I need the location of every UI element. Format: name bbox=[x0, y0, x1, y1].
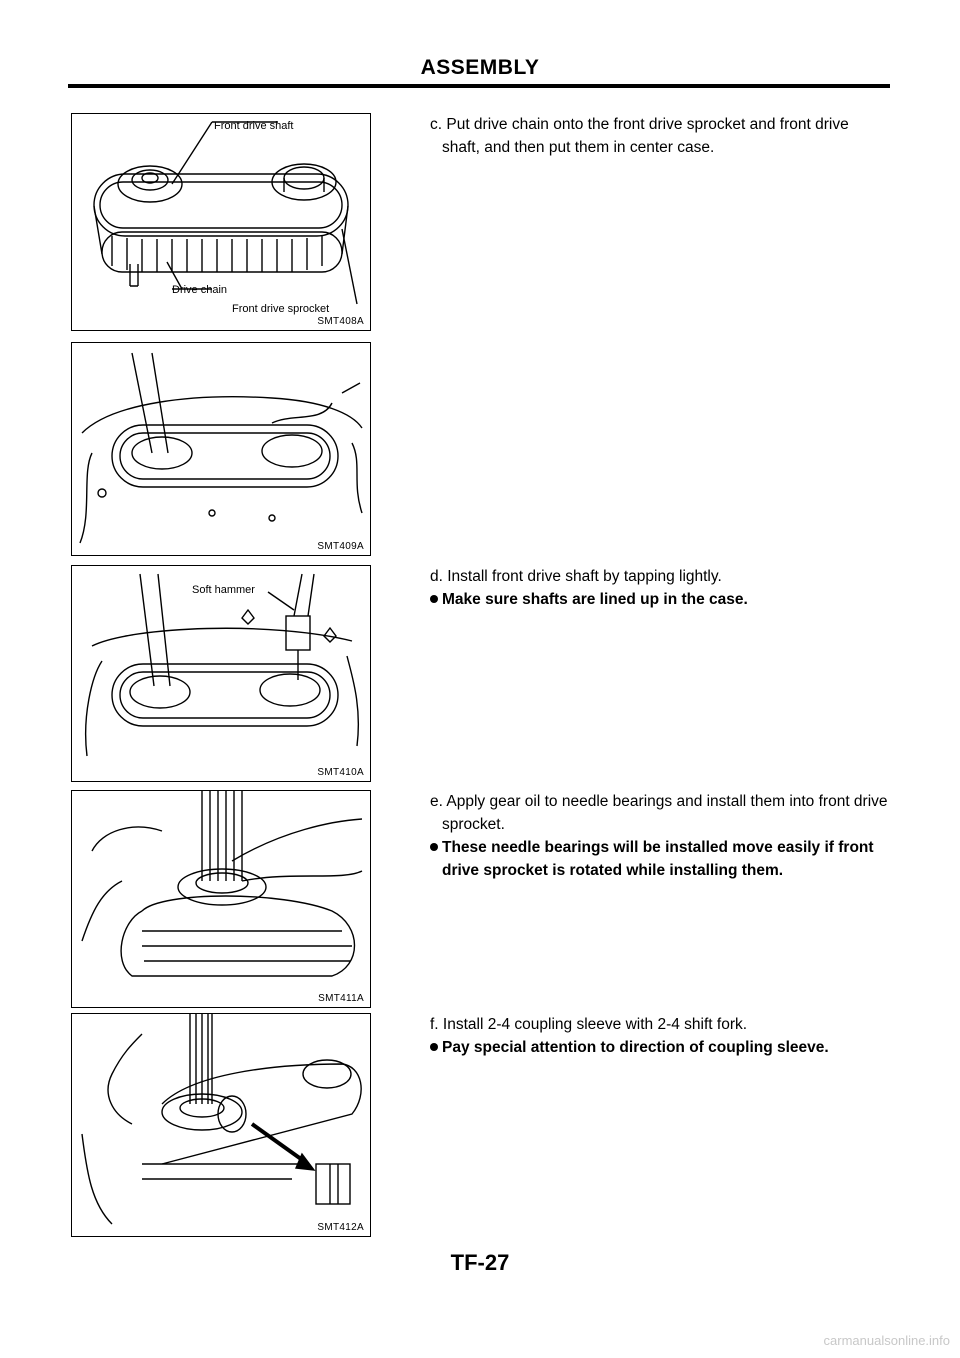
step-d-note bbox=[430, 588, 890, 611]
drive-chain-illustration bbox=[72, 114, 370, 330]
watermark: carmanualsonline.info bbox=[823, 1333, 950, 1348]
bullet-icon bbox=[430, 595, 438, 603]
bullet-icon bbox=[430, 843, 438, 851]
header-rule bbox=[68, 84, 890, 88]
coupling-sleeve-illustration bbox=[72, 1014, 370, 1236]
step-e-note bbox=[430, 836, 890, 882]
needle-bearing-illustration bbox=[72, 791, 370, 1007]
bullet-icon bbox=[430, 1043, 438, 1051]
step-f-text: f. Install 2-4 coupling sleeve with 2-4 shift fork. bbox=[430, 1016, 748, 1033]
figure-smt411a bbox=[71, 790, 371, 1008]
step-e bbox=[430, 790, 890, 882]
step-d bbox=[430, 565, 890, 611]
figure-smt410a bbox=[71, 565, 371, 782]
callout-front-drive-sprocket: Front drive sprocket bbox=[232, 303, 330, 315]
step-c-text: c. Put drive chain onto the front drive sprocket and front drive shaft, and then put them in center case. bbox=[430, 116, 849, 156]
step-f-note-text: Pay special attention to direction of coupling sleeve. bbox=[442, 1039, 829, 1056]
callout-soft-hammer: Soft hammer bbox=[192, 584, 255, 596]
page-number: TF-27 bbox=[450, 1250, 510, 1275]
step-f-note bbox=[430, 1036, 890, 1059]
soft-hammer-illustration bbox=[72, 566, 370, 781]
figure-code: SMT409A bbox=[317, 541, 364, 552]
figure-smt408a bbox=[71, 113, 371, 331]
figure-code: SMT412A bbox=[317, 1222, 364, 1233]
figure-code: SMT410A bbox=[317, 767, 364, 778]
callout-drive-chain: Drive chain bbox=[172, 284, 228, 296]
callout-front-drive-shaft: Front drive shaft bbox=[214, 120, 294, 132]
figure-code: SMT408A bbox=[317, 316, 364, 327]
step-e-text: e. Apply gear oil to needle bearings and install them into front drive sprocket. bbox=[430, 793, 888, 833]
figure-smt412a bbox=[71, 1013, 371, 1237]
figure-smt409a bbox=[71, 342, 371, 556]
page-title: ASSEMBLY bbox=[420, 56, 540, 79]
step-e-note-text: These needle bearings will be installed move easily if front drive sprocket is rotated while installing them. bbox=[442, 839, 874, 879]
center-case-illustration bbox=[72, 343, 370, 555]
step-f bbox=[430, 1013, 890, 1059]
step-c bbox=[430, 113, 890, 159]
step-d-text: d. Install front drive shaft by tapping lightly. bbox=[430, 568, 722, 585]
step-d-note-text: Make sure shafts are lined up in the case. bbox=[442, 591, 748, 608]
figure-code: SMT411A bbox=[318, 993, 364, 1004]
